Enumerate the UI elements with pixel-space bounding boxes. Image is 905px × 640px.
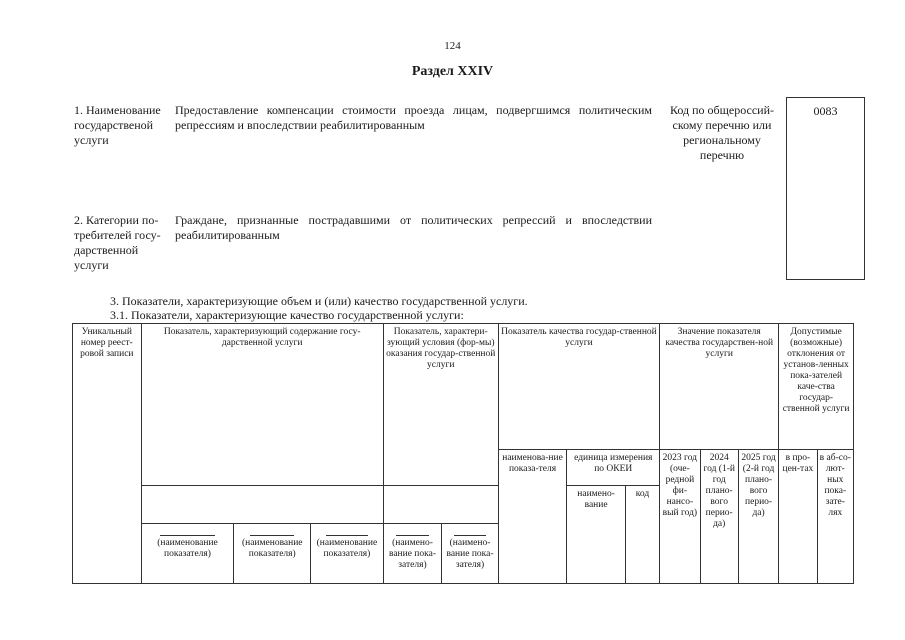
deviation-percent-header: в про-цен-тах — [779, 450, 817, 584]
condition-indicator-blank — [383, 486, 498, 524]
unit-code-header: код — [625, 486, 659, 584]
year-2025-header: 2025 год (2-й год плано-вого перио-да) — [738, 450, 778, 584]
quality-value-header: Значение показателя качества государствен-ной услуги — [660, 324, 779, 450]
quality-subheading: 3.1. Показатели, характеризующие качество государственной услуги: — [110, 308, 464, 322]
unique-number-header: Уникальный номер реест-ровой записи — [73, 324, 142, 584]
year-2023-header: 2023 год (оче-редной фи-нансо-вый год) — [660, 450, 700, 584]
deviations-header: Допустимые (возможные) отклонения от установ-ленных пока-зателей каче-ства государ-ственной услуги — [779, 324, 854, 450]
consumers-value: Граждане, признанные пострадавшими от политических репрессий и впоследствии реабилитированным — [175, 213, 652, 242]
indicator-name-header: наименова-ние показа-теля — [498, 450, 567, 584]
year-2024-header: 2024 год (1-й год плано-вого перио-да) — [700, 450, 738, 584]
page-number: 124 — [444, 40, 461, 52]
unit-name-header: наимено-вание — [567, 486, 626, 584]
service-name-value: Предоставление компенсации стоимости проезда лицам, подвергшимся политическим репрессиям и впоследствии реабилитированным — [175, 103, 652, 132]
content-indicator-header: Показатель, характеризующий содержание госу-дарственной услуги — [141, 324, 383, 486]
condition-indicator-header: Показатель, характери-зующий условия (фор-мы) оказания государ-ственной услуги — [383, 324, 498, 486]
condition-indicator-sub-2: (наимено-вание пока-зателя) — [442, 524, 499, 584]
section-title: Раздел XXIV — [411, 64, 494, 79]
condition-indicator-sub-1: (наимено-вание пока-зателя) — [383, 524, 442, 584]
content-indicator-sub-1: (наименование показателя) — [141, 524, 234, 584]
unit-okei-header: единица измерения по ОКЕИ — [567, 450, 660, 486]
content-indicator-sub-3: (наименование показателя) — [311, 524, 384, 584]
quality-indicators-table — [72, 323, 854, 584]
registry-code-box — [660, 97, 865, 280]
registry-code-value: 0083 — [786, 97, 865, 280]
content-indicator-blank — [141, 486, 383, 524]
registry-code-label: Код по общероссий-скому перечню или региональному перечню — [669, 103, 775, 162]
service-name-label: 1. Наименование государственой услуги — [74, 103, 161, 147]
consumers-label: 2. Категории по-требителей госу-дарственной услуги — [74, 213, 161, 272]
deviation-absolute-header: в аб-со-лют-ных пока-зате-лях — [817, 450, 853, 584]
quality-indicator-header: Показатель качества государ-ственной услуги — [498, 324, 659, 450]
content-indicator-sub-2: (наименование показателя) — [234, 524, 311, 584]
indicators-heading: 3. Показатели, характеризующие объем и (или) качество государственной услуги. — [110, 294, 528, 308]
